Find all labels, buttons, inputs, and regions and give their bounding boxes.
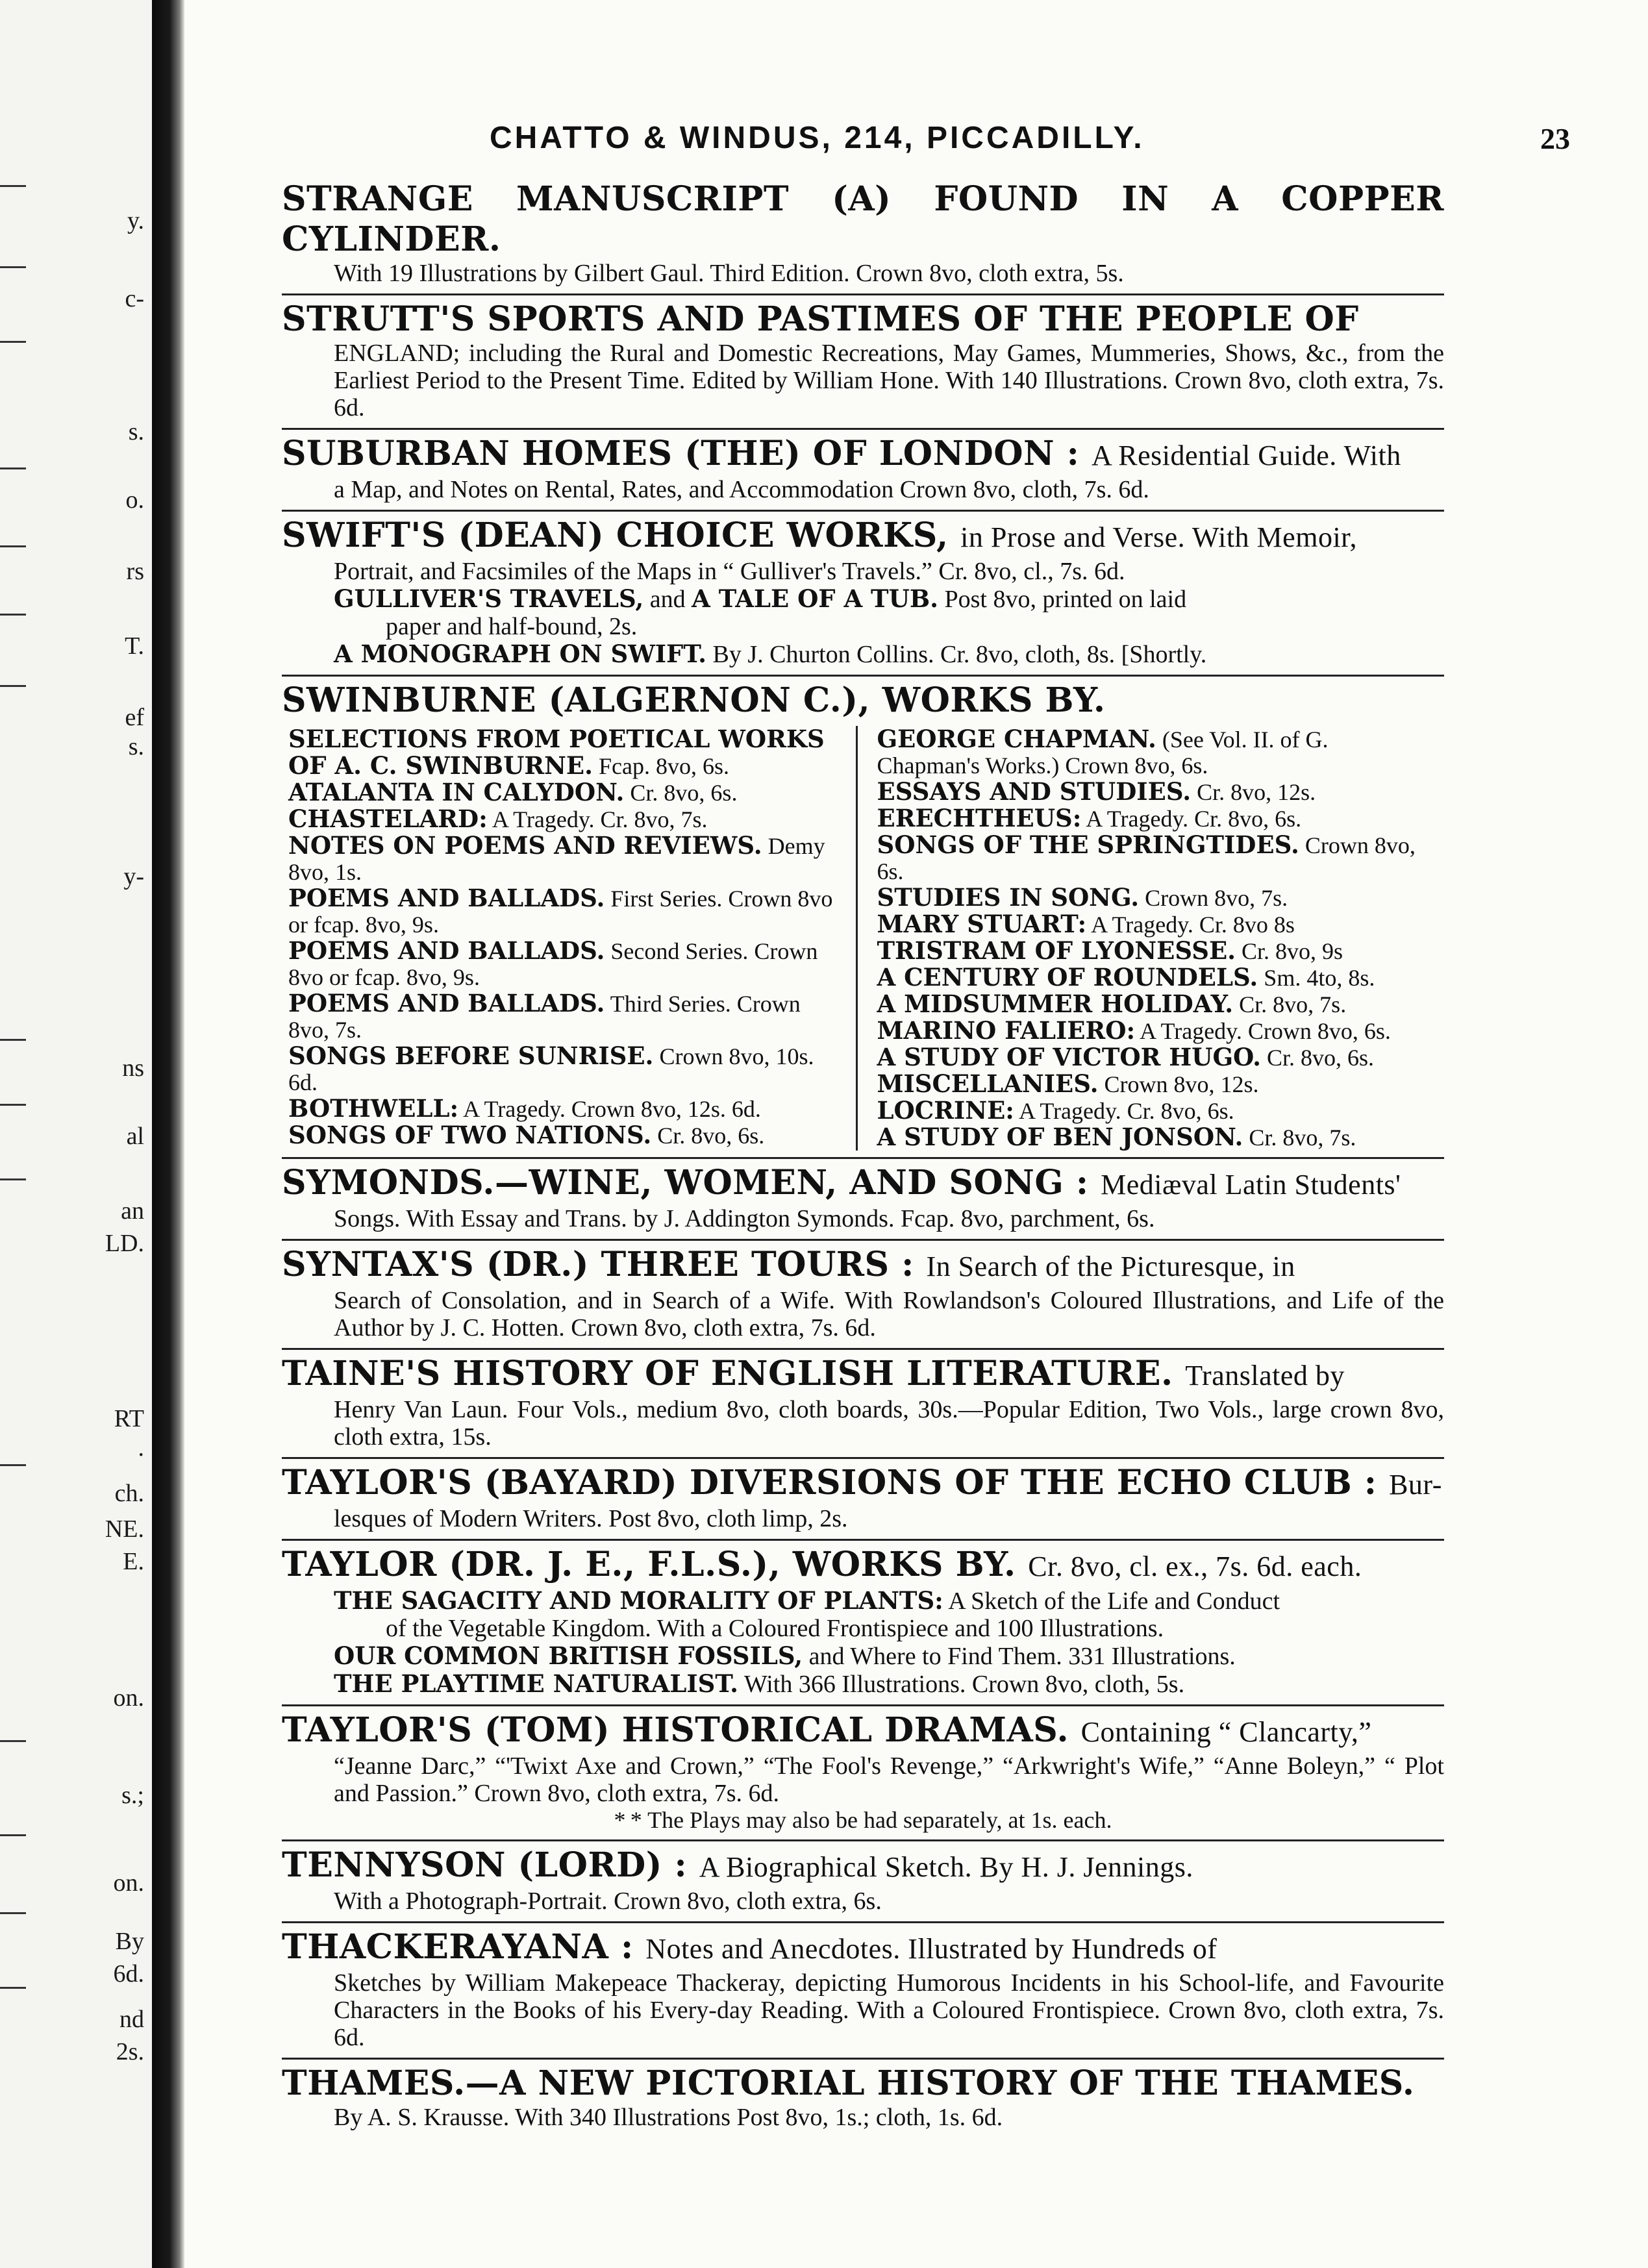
entry-suburban-homes — [282, 430, 1444, 512]
work-details: A Tragedy. Crown 8vo, 6s. — [1140, 1018, 1391, 1044]
entry-body: “Jeanne Darc,” “'Twixt Axe and Crown,” “The Fool's Revenge,” “Arkwright's Wife,” “Anne Boleyn,” “ Plot and Passion.” Crown 8vo, cloth extra, 7s. 6d. — [334, 1752, 1444, 1807]
entry-title-rest: A Biographical Sketch. By H. J. Jennings. — [699, 1851, 1193, 1883]
work-details: (See Vol. II. of G. Chapman's Works.) Crown 8vo, 6s. — [877, 727, 1329, 779]
sub-entry-text: and Where to Find Them. 331 Illustrations. — [808, 1643, 1236, 1670]
work-title: A STUDY OF VICTOR HUGO. — [877, 1043, 1261, 1071]
work-title: POEMS AND BALLADS. — [288, 884, 605, 912]
work-title: MARY STUART: — [877, 910, 1087, 938]
entry-body: lesques of Modern Writers. Post 8vo, cloth limp, 2s. — [334, 1505, 848, 1532]
facing-rule — [0, 1912, 26, 1914]
entry-title-rest: A Residential Guide. With — [1091, 440, 1401, 471]
work-title: LOCRINE: — [877, 1096, 1014, 1125]
work-details: Third Series. Crown 8vo, 7s. — [288, 991, 801, 1043]
works-column-right — [856, 726, 1445, 1151]
entry-title: STRUTT'S SPORTS AND PASTIMES OF THE PEOPLE OF — [282, 299, 1359, 339]
works-list-item — [877, 832, 1432, 884]
works-list-item — [877, 991, 1432, 1017]
facing-fragment: ef — [125, 704, 144, 731]
work-details: Cr. 8vo, 6s. — [630, 780, 738, 806]
facing-fragment: rs — [126, 558, 144, 585]
sub-entry-title: GULLIVER'S TRAVELS, — [334, 584, 644, 613]
sub-entry-british-fossils — [282, 1642, 1444, 1670]
facing-fragment: y- — [123, 863, 144, 890]
entry-title-rest: Bur- — [1389, 1469, 1442, 1501]
entry-body: Henry Van Laun. Four Vols., medium 8vo, cloth boards, 30s.—Popular Edition, Two Vols., large crown 8vo, cloth extra, 15s. — [334, 1396, 1444, 1451]
entry-heading-line — [282, 1163, 1444, 1205]
works-column-left — [282, 726, 856, 1151]
facing-rule — [0, 1104, 26, 1106]
facing-rule — [0, 1178, 26, 1180]
work-title: SONGS OF TWO NATIONS. — [288, 1121, 652, 1149]
work-title: A STUDY OF BEN JONSON. — [877, 1123, 1243, 1151]
entry-title: THACKERAYANA : — [282, 1927, 634, 1967]
entry-body: Portrait, and Facsimiles of the Maps in “ Gulliver's Travels.” Cr. 8vo, cl., 7s. 6d. — [334, 558, 1125, 585]
work-details: Cr. 8vo, 6s. — [1267, 1045, 1375, 1071]
works-list-item — [288, 1095, 843, 1122]
work-title: POEMS AND BALLADS. — [288, 936, 605, 965]
entry-heading-line — [282, 1463, 1444, 1505]
entry-title: SYMONDS.—WINE, WOMEN, AND SONG : — [282, 1163, 1089, 1203]
work-details: Fcap. 8vo, 6s. — [599, 753, 730, 779]
entry-title-rest: in Prose and Verse. With Memoir, — [960, 521, 1358, 553]
facing-fragment: an — [121, 1197, 144, 1225]
works-list-item — [877, 938, 1432, 964]
work-title: STUDIES IN SONG. — [877, 883, 1140, 912]
sub-entry-text: Post 8vo, printed on laid — [944, 586, 1187, 613]
facing-fragment: ns — [122, 1054, 144, 1082]
facing-rule — [0, 1464, 26, 1466]
running-head: CHATTO & WINDUS, 214, PICCADILLY. — [490, 121, 1145, 155]
works-list-item — [288, 726, 843, 779]
sub-entry-text: With 366 Illustrations. Crown 8vo, cloth, 5s. — [743, 1671, 1185, 1698]
entry-body: Search of Consolation, and in Search of a Wife. With Rowlandson's Coloured Illustrations, and Life of the Author by J. C. Hotten. Crown 8vo, cloth extra, 7s. 6d. — [334, 1287, 1444, 1341]
sub-entry-connector: and — [649, 586, 686, 613]
catalogue-entries — [282, 175, 1444, 2137]
sub-entry-text: A Sketch of the Life and Conduct — [948, 1588, 1280, 1615]
works-list-item — [877, 1017, 1432, 1044]
works-columns — [282, 726, 1444, 1151]
entry-title: THAMES.—A NEW PICTORIAL HISTORY OF THE THAMES. — [282, 2063, 1415, 2103]
entry-body: With 19 Illustrations by Gilbert Gaul. Third Edition. Crown 8vo, cloth extra, 5s. — [334, 260, 1124, 287]
sub-entry-continuation: of the Vegetable Kingdom. With a Coloured Frontispiece and 100 Illustrations. — [386, 1615, 1164, 1642]
entry-title-rest: In Search of the Picturesque, in — [926, 1251, 1295, 1282]
facing-fragment: o. — [125, 486, 144, 514]
page-number: 23 — [1540, 122, 1570, 155]
works-list-item — [877, 779, 1432, 805]
facing-fragment: c- — [125, 285, 144, 312]
sub-entry-text: By J. Churton Collins. Cr. 8vo, cloth, 8s. [Shortly. — [712, 641, 1207, 668]
entry-syntax — [282, 1241, 1444, 1350]
entry-title: SWINBURNE (ALGERNON C.), WORKS BY. — [282, 680, 1106, 720]
works-list-item — [288, 990, 843, 1043]
facing-fragment: 2s. — [116, 2038, 144, 2065]
works-list-item — [288, 779, 843, 806]
entry-strutt — [282, 295, 1444, 430]
facing-rule — [0, 1834, 26, 1836]
works-list-item — [877, 1097, 1432, 1124]
work-title: POEMS AND BALLADS. — [288, 989, 605, 1017]
sub-entry-title: OUR COMMON BRITISH FOSSILS, — [334, 1641, 803, 1670]
sub-entry-playtime-naturalist — [282, 1670, 1444, 1698]
facing-fragment: RT — [114, 1405, 144, 1432]
work-title: ESSAYS AND STUDIES. — [877, 777, 1192, 806]
entry-swinburne — [282, 677, 1444, 1159]
sub-entry-title: THE PLAYTIME NATURALIST. — [334, 1669, 739, 1698]
work-details: Sm. 4to, 8s. — [1264, 965, 1375, 991]
sub-entry-continuation: paper and half-bound, 2s. — [386, 613, 638, 640]
work-title: GEORGE CHAPMAN. — [877, 725, 1156, 753]
entry-taylor-tom — [282, 1706, 1444, 1841]
works-list-item — [288, 1122, 843, 1149]
facing-page-edge — [0, 0, 152, 2268]
work-details: Crown 8vo, 7s. — [1145, 885, 1288, 911]
work-title: MISCELLANIES. — [877, 1069, 1099, 1098]
work-details: Cr. 8vo, 12s. — [1197, 779, 1316, 805]
facing-fragment: E. — [123, 1548, 144, 1575]
facing-fragment: ch. — [114, 1480, 144, 1507]
work-title: CHASTELARD: — [288, 804, 488, 833]
facing-fragment: s.; — [121, 1782, 144, 1809]
entry-title: TAYLOR (DR. J. E., F.L.S.), WORKS BY. — [282, 1545, 1016, 1584]
entry-heading-line — [282, 1545, 1444, 1587]
entry-note: * * The Plays may also be had separately, at 1s. each. — [614, 1807, 1112, 1833]
work-title: ERECHTHEUS: — [877, 804, 1082, 832]
entry-title: STRANGE MANUSCRIPT (A) FOUND IN A COPPER CYLINDER. — [282, 179, 1444, 259]
entry-title: SYNTAX'S (DR.) THREE TOURS : — [282, 1245, 914, 1284]
work-details: Crown 8vo, 6s. — [877, 832, 1416, 884]
facing-fragment: on. — [113, 1869, 144, 1897]
works-list-item — [288, 1043, 843, 1095]
facing-fragment: LD. — [105, 1230, 144, 1257]
running-header — [490, 120, 1609, 159]
book-gutter — [152, 0, 184, 2268]
entry-heading-line — [282, 1710, 1444, 1752]
work-details: First Series. Crown 8vo or fcap. 8vo, 9s. — [288, 886, 833, 938]
entry-heading-line — [282, 1927, 1444, 1969]
entry-body: With a Photograph-Portrait. Crown 8vo, cloth extra, 6s. — [334, 1888, 882, 1915]
works-list-item — [877, 884, 1432, 911]
work-title: A CENTURY OF ROUNDELS. — [877, 963, 1258, 991]
works-list-item — [877, 726, 1432, 779]
entry-body: Sketches by William Makepeace Thackeray, depicting Humorous Incidents in his School-life, and Favourite Characters in the Books of his Every-day Reading. With a Coloured Frontispiece. Crown 8vo, cloth extra, 7s. 6d. — [334, 1969, 1444, 2051]
sub-entry-sagacity-of-plants — [282, 1587, 1444, 1642]
facing-fragment: NE. — [105, 1515, 144, 1543]
work-details: Demy 8vo, 1s. — [288, 833, 825, 885]
facing-rule — [0, 1039, 26, 1041]
facing-fragment: . — [138, 1434, 144, 1462]
facing-rule — [0, 467, 26, 469]
catalogue-page — [184, 0, 1648, 2268]
entry-heading-line — [282, 1245, 1444, 1287]
work-details: Second Series. Crown 8vo or fcap. 8vo, 9s. — [288, 938, 818, 990]
work-details: A Tragedy. Cr. 8vo, 6s. — [1018, 1098, 1234, 1124]
facing-fragment: al — [126, 1123, 144, 1150]
sub-entry-title: THE SAGACITY AND MORALITY OF PLANTS: — [334, 1586, 943, 1615]
entry-body: By A. S. Krausse. With 340 Illustrations Post 8vo, 1s.; cloth, 1s. 6d. — [334, 2104, 1003, 2131]
entry-strange-manuscript — [282, 175, 1444, 295]
entry-thames — [282, 2060, 1444, 2137]
work-details: Cr. 8vo, 7s. — [1249, 1125, 1356, 1151]
works-list-item — [877, 911, 1432, 938]
facing-rule — [0, 266, 26, 268]
facing-rule — [0, 614, 26, 616]
entry-title-rest: Notes and Anecdotes. Illustrated by Hundreds of — [645, 1933, 1217, 1965]
entry-heading-line — [282, 434, 1444, 476]
entry-tennyson — [282, 1841, 1444, 1923]
entry-title-rest: Cr. 8vo, cl. ex., 7s. 6d. each. — [1028, 1551, 1362, 1582]
work-title: A MIDSUMMER HOLIDAY. — [877, 990, 1234, 1018]
facing-rule — [0, 185, 26, 187]
work-details: Cr. 8vo, 6s. — [657, 1123, 765, 1149]
entry-body: a Map, and Notes on Rental, Rates, and Accommodation Crown 8vo, cloth, 7s. 6d. — [334, 476, 1149, 503]
facing-fragment: y. — [127, 207, 144, 234]
sub-entry-gullivers-travels — [282, 585, 1444, 640]
sub-entry-title: A TALE OF A TUB. — [692, 584, 938, 613]
works-list-item — [877, 1124, 1432, 1151]
entry-swift — [282, 512, 1444, 677]
entry-thackerayana — [282, 1923, 1444, 2060]
work-title: MARINO FALIERO: — [877, 1016, 1136, 1045]
entry-body: Songs. With Essay and Trans. by J. Addington Symonds. Fcap. 8vo, parchment, 6s. — [334, 1205, 1155, 1232]
entry-heading-line — [282, 1845, 1444, 1888]
facing-rule — [0, 685, 26, 687]
work-details: A Tragedy. Cr. 8vo, 7s. — [492, 806, 708, 832]
entry-title-rest: Containing “ Clancarty,” — [1080, 1716, 1372, 1748]
entry-heading-line — [282, 516, 1444, 558]
facing-rule — [0, 545, 26, 547]
works-list-item — [288, 832, 843, 885]
facing-fragment: T. — [125, 632, 144, 660]
entry-title: SWIFT'S (DEAN) CHOICE WORKS, — [282, 516, 949, 555]
entry-taine — [282, 1350, 1444, 1459]
entry-title: TAINE'S HISTORY OF ENGLISH LITERATURE. — [282, 1354, 1173, 1393]
entry-title-rest: Mediæval Latin Students' — [1101, 1169, 1401, 1201]
works-list-item — [877, 964, 1432, 991]
works-list-item — [877, 805, 1432, 832]
facing-rule — [0, 1740, 26, 1742]
facing-fragment: s. — [128, 418, 144, 445]
facing-fragment: 6d. — [113, 1960, 144, 1988]
facing-fragment: By — [115, 1928, 144, 1955]
work-title: SELECTIONS FROM POETICAL WORKS OF A. C. SWINBURNE. — [288, 725, 825, 780]
work-details: Cr. 8vo, 9s — [1242, 938, 1343, 964]
work-title: NOTES ON POEMS AND REVIEWS. — [288, 831, 762, 860]
works-list-item — [288, 938, 843, 990]
work-details: Crown 8vo, 10s. 6d. — [288, 1043, 814, 1095]
work-details: A Tragedy. Cr. 8vo 8s — [1091, 912, 1295, 938]
work-details: Cr. 8vo, 7s. — [1239, 991, 1347, 1017]
entry-title-rest: Translated by — [1185, 1360, 1345, 1391]
entry-title: SUBURBAN HOMES (THE) OF LONDON : — [282, 434, 1080, 473]
entry-title: TAYLOR'S (TOM) HISTORICAL DRAMAS. — [282, 1710, 1069, 1750]
work-title: SONGS BEFORE SUNRISE. — [288, 1041, 654, 1070]
works-list-item — [288, 885, 843, 938]
work-title: ATALANTA IN CALYDON. — [288, 778, 625, 806]
sub-entry-monograph-on-swift — [282, 640, 1444, 668]
facing-rule — [0, 1987, 26, 1989]
entry-body: ENGLAND; including the Rural and Domestic Recreations, May Games, Mummeries, Shows, &c., from the Earliest Period to the Present Time. Edited by William Hone. With 140 Illustrations. Crown 8vo, cloth extra, 7s. 6d. — [334, 340, 1444, 421]
facing-rule — [0, 341, 26, 343]
entry-symonds — [282, 1159, 1444, 1241]
work-details: A Tragedy. Cr. 8vo, 6s. — [1086, 806, 1302, 832]
work-title: BOTHWELL: — [288, 1094, 459, 1123]
work-details: A Tragedy. Crown 8vo, 12s. 6d. — [463, 1096, 761, 1122]
facing-fragment: s. — [128, 733, 144, 760]
work-title: SONGS OF THE SPRINGTIDES. — [877, 830, 1299, 859]
sub-entry-title: A MONOGRAPH ON SWIFT. — [334, 640, 706, 668]
entry-taylor-je — [282, 1541, 1444, 1706]
facing-fragment: on. — [113, 1684, 144, 1712]
entry-heading-line — [282, 1354, 1444, 1396]
works-list-item — [288, 806, 843, 832]
works-list-item — [877, 1044, 1432, 1071]
work-details: Crown 8vo, 12s. — [1104, 1071, 1259, 1097]
entry-title: TENNYSON (LORD) : — [282, 1845, 688, 1885]
works-list-item — [877, 1071, 1432, 1097]
entry-title: TAYLOR'S (BAYARD) DIVERSIONS OF THE ECHO CLUB : — [282, 1463, 1377, 1502]
work-title: TRISTRAM OF LYONESSE. — [877, 936, 1236, 965]
entry-taylor-bayard — [282, 1459, 1444, 1541]
facing-fragment: nd — [119, 2006, 144, 2033]
